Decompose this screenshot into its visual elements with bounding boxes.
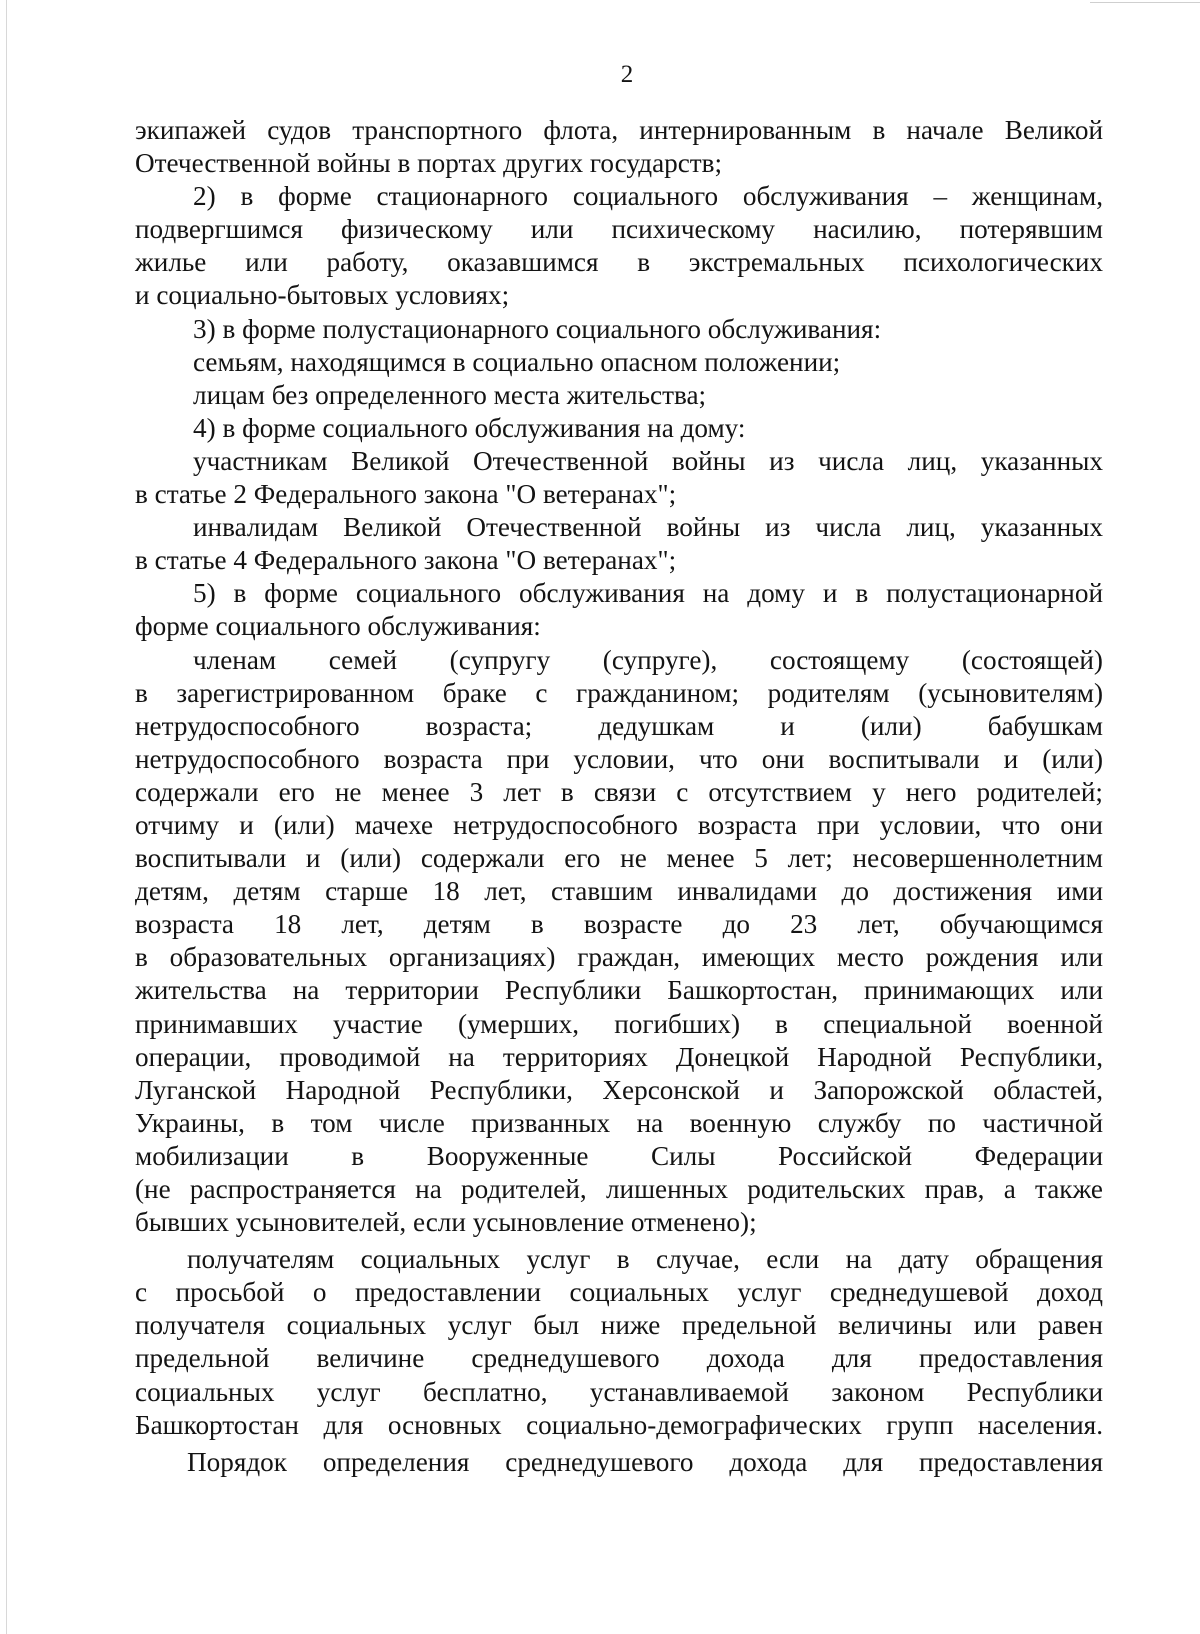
text-line: отчиму и (или) мачехе нетрудоспособного возраста при условии, что они (135, 809, 1103, 840)
text-line: с просьбой о предоставлении социальных услуг среднедушевой доход (135, 1277, 1103, 1308)
text-line: 3) в форме полустационарного социального обслуживания: (193, 313, 882, 344)
text-line: воспитывали и (или) содержали его не менее 5 лет; несовершеннолетним (135, 843, 1103, 874)
document-body (135, 114, 1103, 1479)
text-line: получателям социальных услуг в случае, если на дату обращения (187, 1244, 1103, 1275)
text-line: возраста 18 лет, детям в возрасте до 23 лет, обучающимся (135, 909, 1103, 940)
text-line: содержали его не менее 3 лет в связи с отсутствием у него родителей; (135, 776, 1103, 807)
text-line: жительства на территории Республики Башкортостан, принимающих или (135, 975, 1103, 1006)
text-line: Башкортостан для основных социально-демографических групп населения. (135, 1409, 1103, 1440)
text-line: принимавших участие (умерших, погибших) в специальной военной (135, 1008, 1103, 1039)
text-line: членам семей (супругу (супруге), состоящему (состоящей) (193, 644, 1103, 675)
text-line: (не распространяется на родителей, лишенных родительских прав, а также (135, 1174, 1103, 1204)
text-line: в статье 4 Федерального закона "О ветеранах"; (135, 545, 677, 576)
text-line: подвергшимся физическому или психическому насилию, потерявшим (135, 214, 1103, 245)
text-line: в образовательных организациях) граждан, имеющих место рождения или (135, 942, 1103, 973)
text-line: бывших усыновителей, если усыновление отменено); (135, 1207, 757, 1238)
scan-edge-line (6, 0, 7, 1634)
text-line: Украины, в том числе призванных на военную службу по частичной (135, 1107, 1103, 1138)
text-line: 4) в форме социального обслуживания на дому: (193, 412, 746, 443)
text-line: предельной величине среднедушевого дохода для предоставления (135, 1343, 1103, 1374)
text-line: получателя социальных услуг был ниже предельной величины или равен (135, 1310, 1103, 1341)
text-line: инвалидам Великой Отечественной войны из числа лиц, указанных (193, 512, 1103, 543)
text-line: экипажей судов транспортного флота, интернированным в начале Великой (135, 115, 1103, 145)
text-line: и социально-бытовых условиях; (135, 280, 510, 311)
text-line: жилье или работу, оказавшимся в экстремальных психологических (135, 247, 1103, 278)
text-line: в зарегистрированном браке с гражданином; родителям (усыновителям) (135, 677, 1103, 708)
text-line: мобилизации в Вооруженные Силы Российской Федерации (135, 1140, 1103, 1171)
text-line: детям, детям старше 18 лет, ставшим инвалидами до достижения ими (135, 876, 1103, 907)
page-number: 2 (620, 61, 634, 88)
text-line: 2) в форме стационарного социального обслуживания – женщинам, (193, 181, 1103, 212)
text-line: нетрудоспособного возраста; дедушкам и (или) бабушкам (135, 710, 1103, 741)
text-line: лицам без определенного места жительства; (193, 379, 707, 410)
text-line: нетрудоспособного возраста при условии, что они воспитывали и (или) (135, 743, 1103, 774)
scan-top-line (1090, 2, 1200, 3)
text-line: семьям, находящимся в социально опасном положении; (193, 346, 841, 377)
text-line: Отечественной войны в портах других государств; (135, 148, 723, 179)
text-line: участникам Великой Отечественной войны из числа лиц, указанных (193, 445, 1103, 476)
text-line: Порядок определения среднедушевого дохода для предоставления (187, 1446, 1103, 1477)
text-line: 5) в форме социального обслуживания на дому и в полустационарной (193, 578, 1103, 609)
text-line: операции, проводимой на территориях Донецкой Народной Республики, (135, 1041, 1103, 1072)
text-line: социальных услуг бесплатно, устанавливаемой законом Республики (135, 1376, 1103, 1407)
text-line: форме социального обслуживания: (135, 611, 541, 642)
text-line: Луганской Народной Республики, Херсонской и Запорожской областей, (135, 1074, 1103, 1105)
text-line: в статье 2 Федерального закона "О ветеранах"; (135, 479, 677, 510)
